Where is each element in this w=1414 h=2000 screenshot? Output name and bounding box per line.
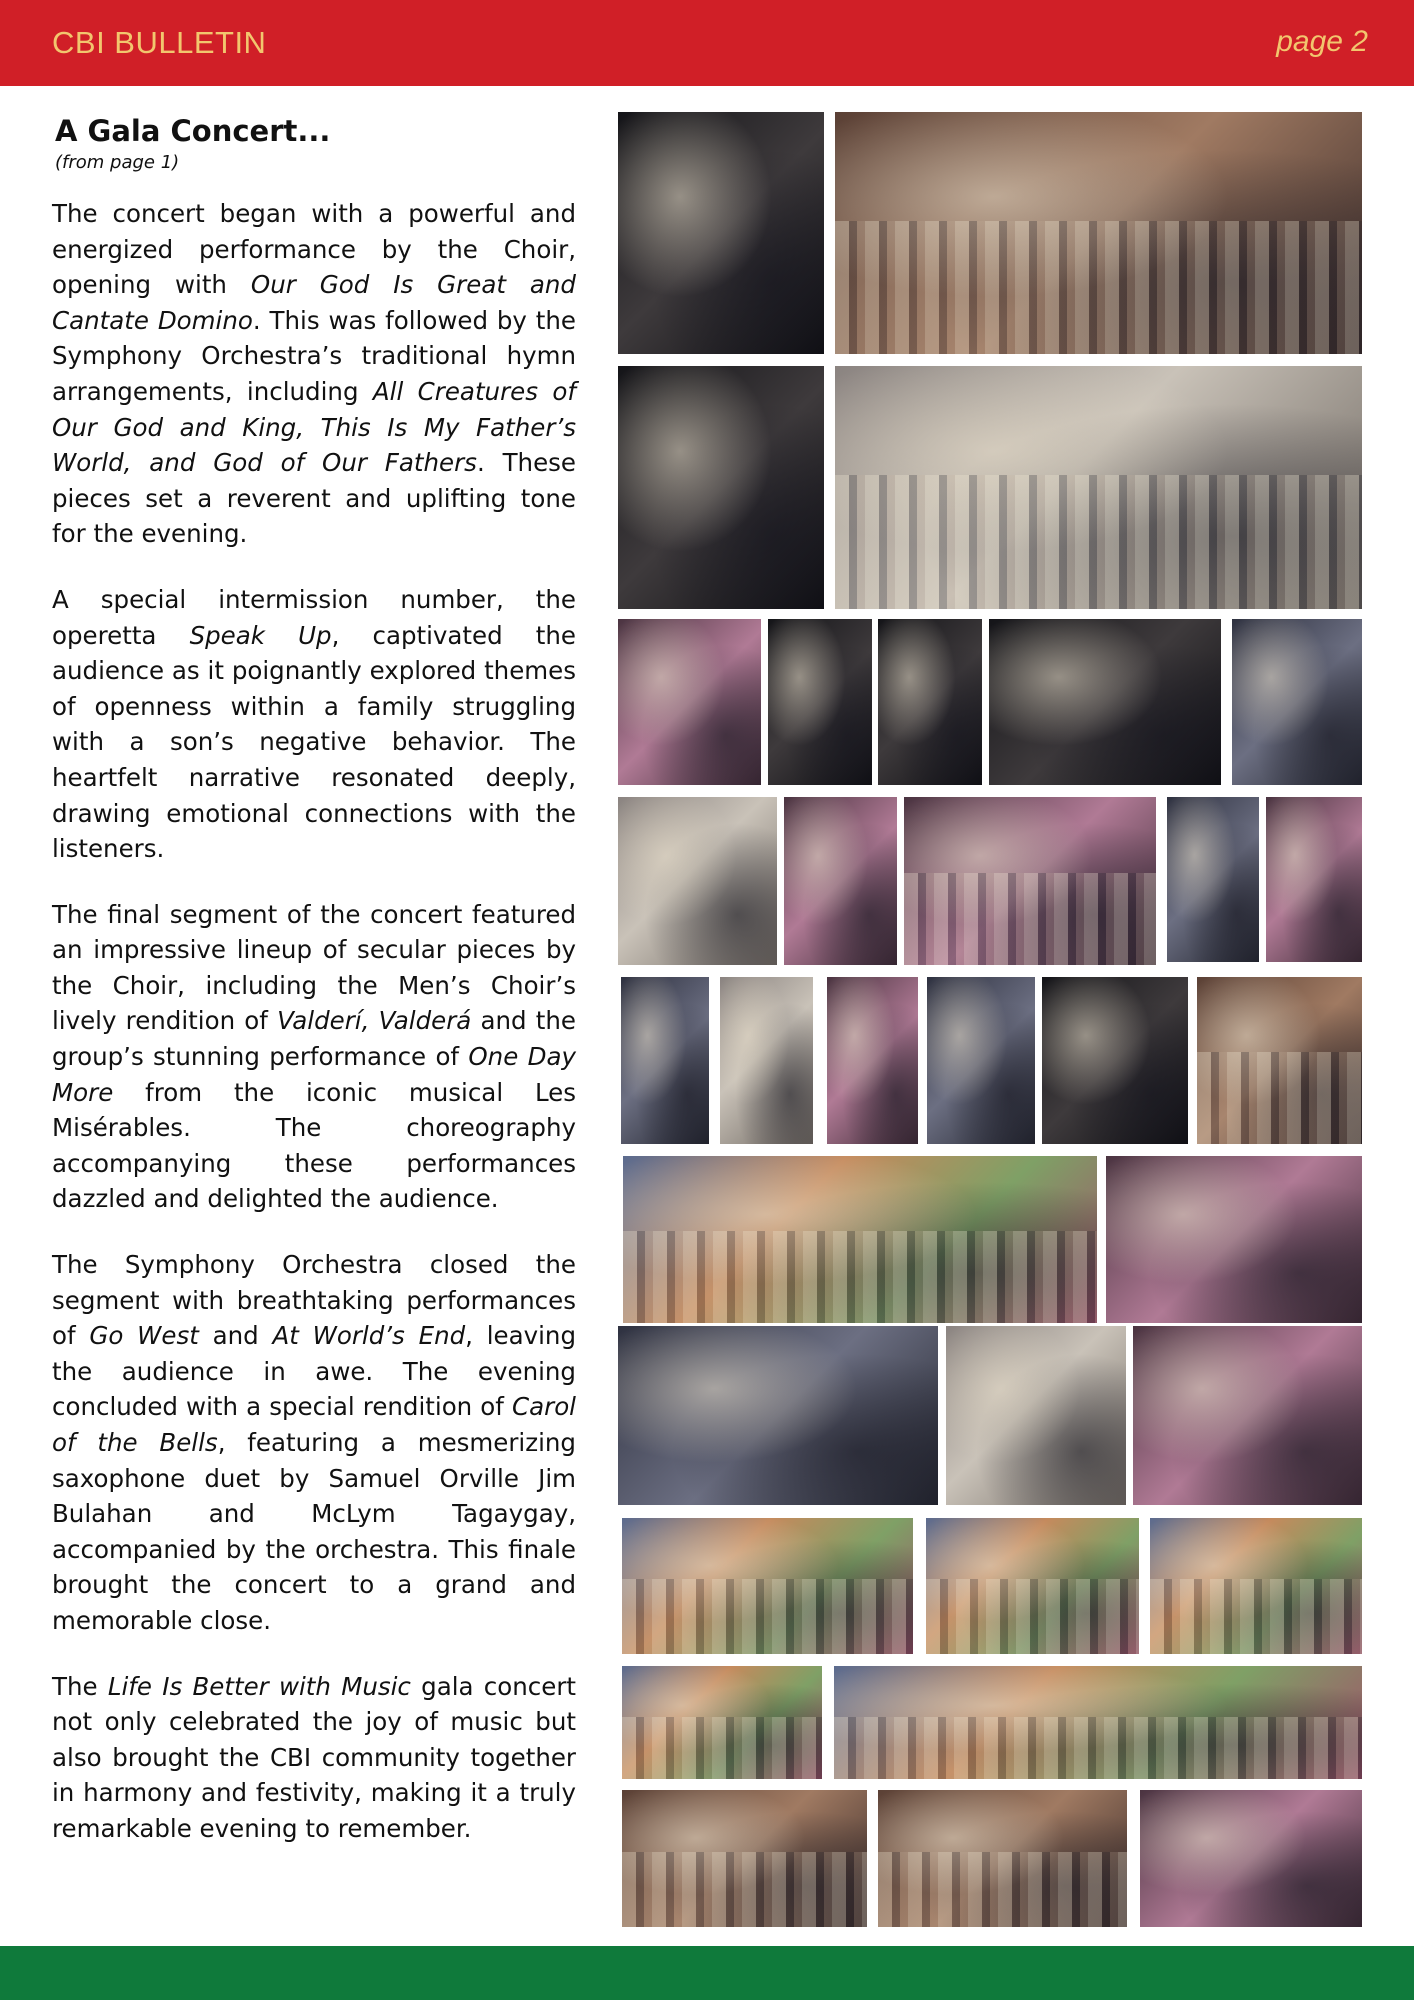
header-bar [0, 0, 1414, 86]
text-run: and the group’s stunning performance of [52, 1006, 576, 1072]
paragraph-1 [52, 196, 576, 552]
photo-saxophonist [618, 797, 777, 965]
song-title: One Day More [52, 1042, 576, 1107]
song-title: At World’s End [272, 1321, 466, 1351]
text-run: The Symphony Orchestra closed the segment with breathtaking performances of [52, 1250, 576, 1351]
song-title: Go West [89, 1321, 199, 1351]
photo-operetta-1 [618, 1326, 938, 1505]
text-run: . This was followed by the Symphony Orchestra’s traditional hymn arrangements, including [52, 305, 576, 406]
photo-violinist-2 [878, 619, 982, 785]
article-title: A Gala Concert... [55, 114, 331, 148]
text-run: The final segment of the concert featured an impressive lineup of secular pieces by the Choir, including the Men’s Choir’s lively rendition of [52, 899, 576, 1036]
photo-go-west-4 [622, 1666, 822, 1779]
photo-singer-3 [827, 977, 918, 1144]
photo-go-west-1 [622, 1518, 913, 1654]
photo-choir-conductor [618, 366, 824, 609]
song-title: Carol of the Bells [52, 1392, 576, 1457]
photo-singer-dress [1266, 797, 1362, 962]
song-title: All Creatures of Our God and King, This Is My Father’s World, and God of Our Fathers [52, 376, 576, 478]
text-run: gala concert not only celebrated the joy of music but also brought the CBI community together in harmony and festivity, making it a truly remarkable evening to remember. [52, 1671, 577, 1843]
operetta-title: Speak Up [189, 620, 332, 650]
photo-saxophone-duet [784, 797, 897, 965]
photo-orchestra-stage [904, 797, 1156, 965]
text-run: , captivated the audience as it poignantly explored themes of openness within a family struggling with a son’s negative behavior. The heartfelt narrative resonated deeply, drawing emotional connections with the listeners. [52, 620, 576, 864]
photo-orchestra [835, 112, 1362, 354]
footer-bar [0, 1946, 1414, 2000]
text-run: A special intermission number, the operetta [52, 584, 576, 650]
photo-operetta-2 [946, 1326, 1126, 1505]
text-run: from the iconic musical Les Misérables. The choreography accompanying these performances dazzled and delighted the audience. [52, 1077, 576, 1214]
photo-violinist-1 [768, 619, 872, 785]
song-title: Our God Is Great and Cantate Domino [52, 270, 576, 335]
photo-orchestra-finale-2 [878, 1790, 1127, 1927]
page-number: page 2 [1276, 25, 1368, 58]
text-run: The [52, 1671, 108, 1701]
bulletin-title: CBI BULLETIN [52, 25, 267, 60]
text-run: . These pieces set a reverent and uplifting tone for the evening. [52, 448, 576, 549]
photo-speaker [1167, 797, 1259, 962]
paragraph-2 [52, 582, 576, 867]
song-title: Valderí, Valderá [277, 1006, 472, 1036]
text-run: , leaving the audience in awe. The evening concluded with a special rendition of [52, 1321, 577, 1422]
photo-one-day-more [623, 1156, 1097, 1323]
text-run: and [198, 1321, 273, 1351]
photo-operetta-3 [1133, 1326, 1362, 1505]
concert-title: Life Is Better with Music [107, 1671, 411, 1701]
photo-orchestra-finale-1 [622, 1790, 867, 1927]
photo-singers-duo [1042, 977, 1188, 1144]
photo-singer-4 [927, 977, 1035, 1144]
photo-trumpeter [1232, 619, 1362, 785]
photo-finale-flag [1106, 1156, 1362, 1323]
paragraph-5 [52, 1669, 576, 1847]
text-run: The concert began with a powerful and energized performance by the Choir, opening with [52, 199, 576, 300]
photo-choir [835, 366, 1362, 609]
photo-violinists [989, 619, 1221, 785]
photo-go-west-2 [926, 1518, 1139, 1654]
photo-singer-1 [621, 977, 709, 1144]
photo-conductor [618, 112, 824, 354]
photo-go-west-3 [1150, 1518, 1362, 1654]
paragraph-3 [52, 897, 576, 1217]
photo-singer-2 [720, 977, 813, 1144]
article [52, 112, 576, 1847]
photo-guitarist [618, 619, 761, 785]
text-run: , featuring a mesmerizing saxophone duet by Samuel Orville Jim Bulahan and McLym Tagaygay, accompanied by the orchestra. This finale brought the concert to a grand and memorable close. [52, 1428, 576, 1635]
paragraph-4 [52, 1247, 576, 1639]
photo-orchestra-finale-3 [1140, 1790, 1362, 1927]
photo-cast [1197, 977, 1362, 1144]
article-subtitle: (from page 1) [55, 152, 180, 173]
photo-go-west-5 [834, 1666, 1362, 1779]
